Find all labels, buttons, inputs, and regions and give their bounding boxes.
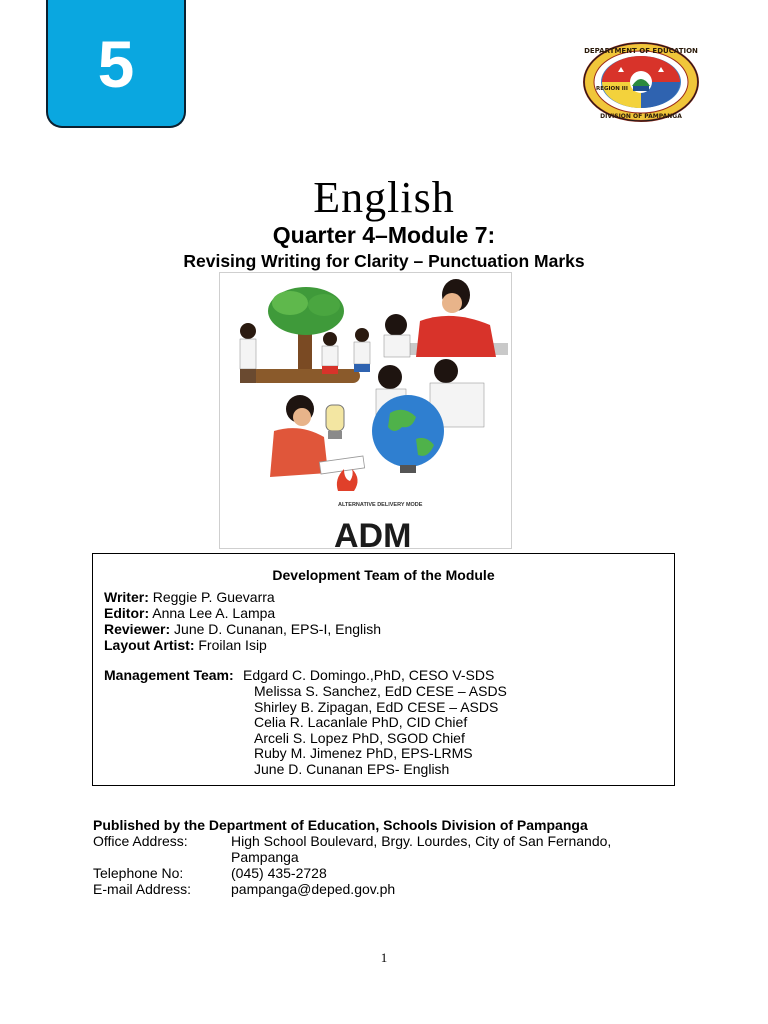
- writer-credit: Writer: Reggie P. Guevarra: [104, 589, 275, 605]
- globe-icon: [372, 395, 444, 473]
- team-heading: Development Team of the Module: [272, 567, 495, 583]
- office-address-label: Office Address:: [93, 833, 188, 849]
- publisher-info: [93, 817, 612, 897]
- management-member: June D. Cunanan EPS- English: [254, 760, 450, 777]
- telephone-label: Telephone No:: [93, 865, 184, 881]
- grade-number: 5: [97, 27, 135, 101]
- email-value: pampanga@deped.gov.ph: [231, 881, 396, 897]
- office-address-row: [93, 833, 612, 865]
- email-label: E-mail Address:: [93, 881, 192, 897]
- management-member: Arceli S. Lopez PhD, SGOD Chief: [254, 729, 465, 746]
- svg-text:DIVISION OF PAMPANGA: DIVISION OF PAMPANGA: [600, 113, 682, 120]
- svg-text:ADM: ADM: [334, 517, 412, 549]
- cover-illustration: [219, 272, 512, 549]
- publisher-line: Published by the Department of Education, Schools Division of Pampanga: [93, 817, 588, 833]
- office-address-line1: High School Boulevard, Brgy. Lourdes, City of San Fernando,: [231, 833, 612, 849]
- child-figure: [322, 332, 338, 374]
- child-figure: [240, 323, 256, 383]
- telephone-value: (045) 435-2728: [231, 865, 327, 881]
- editor-credit: Editor: Anna Lee A. Lampa: [104, 605, 276, 621]
- reviewer-credit: Reviewer: June D. Cunanan, EPS-I, English: [104, 621, 382, 637]
- development-team-box: [92, 553, 675, 786]
- teacher-figure: [416, 279, 496, 357]
- subject-title: English: [313, 173, 455, 222]
- management-member: Ruby M. Jimenez PhD, EPS-LRMS: [254, 745, 473, 762]
- management-member: Shirley B. Zipagan, EdD CESE – ASDS: [254, 698, 499, 715]
- adm-logo: [334, 469, 423, 549]
- svg-text:DEPARTMENT OF EDUCATION: DEPARTMENT OF EDUCATION: [584, 47, 698, 55]
- email-row: [93, 881, 588, 897]
- svg-text:REGION III: REGION III: [596, 86, 628, 92]
- management-team-list: [254, 684, 507, 778]
- deped-seal-logo: [582, 42, 700, 122]
- management-team-label: Management Team:: [104, 667, 234, 683]
- lamp-icon: [326, 405, 344, 439]
- grade-badge: [46, 0, 186, 128]
- quarter-module-title: Quarter 4–Module 7:: [272, 222, 496, 248]
- office-address-line2: Pampanga: [231, 849, 299, 865]
- svg-text:ALTERNATIVE DELIVERY MODE: ALTERNATIVE DELIVERY MODE: [338, 502, 423, 508]
- lesson-title: Revising Writing for Clarity – Punctuation Marks: [183, 251, 585, 271]
- management-member: Celia R. Lacanlale PhD, CID Chief: [254, 714, 468, 731]
- child-writing-figure: [270, 395, 365, 477]
- management-member: Melissa S. Sanchez, EdD CESE – ASDS: [254, 683, 507, 699]
- child-figure: [354, 328, 370, 372]
- layout-artist-credit: Layout Artist: Froilan Isip: [104, 637, 267, 653]
- telephone-row: [93, 865, 588, 881]
- management-member: Edgard C. Domingo.,PhD, CESO V-SDS: [243, 667, 495, 683]
- page-number: 1: [380, 950, 388, 965]
